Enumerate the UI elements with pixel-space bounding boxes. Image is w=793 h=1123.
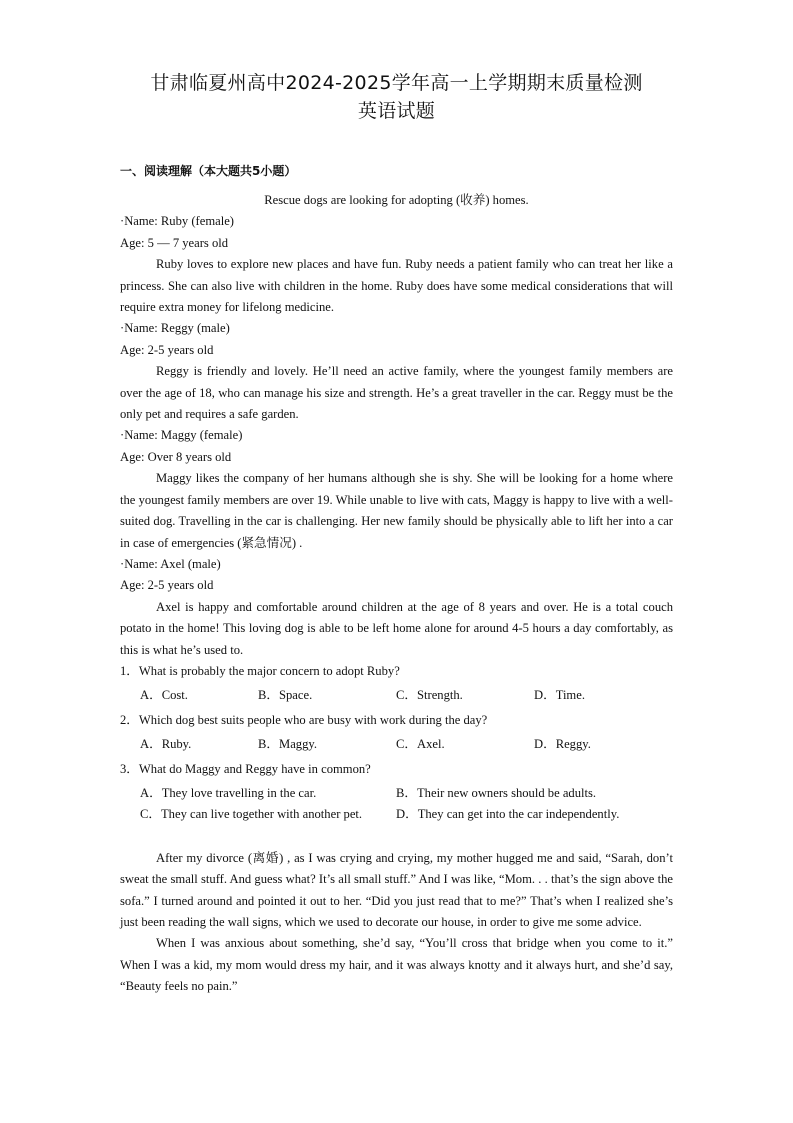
exam-body xyxy=(120,190,673,998)
exam-title: 甘肃临夏州高中2024-2025学年高一上学期期末质量检测 xyxy=(150,72,643,94)
dog-description: Axel is happy and comfortable around children at the age of 8 years and over. He is a total couch potato in the home! This loving dog is able to be left home alone for around 4-5 hours a day comfortably, as this is what he’s used to. xyxy=(120,599,673,657)
dog-age: Age: Over 8 years old xyxy=(120,449,232,464)
dog-description: Maggy likes the company of her humans although she is shy. She will be looking for a home where the youngest family members are over 19. While unable to live with cats, Maggy is happy to live with a well-suited dog. Travelling in the car is challenging. Her new family should be physically able to lift her into a car in case of emergencies (紧急情况) . xyxy=(120,471,673,550)
option: D．They can get into the car independently. xyxy=(396,807,620,822)
option: A．They love travelling in the car. xyxy=(140,785,317,800)
spacer xyxy=(120,826,673,848)
dog-age: Age: 2-5 years old xyxy=(120,342,214,357)
option: A．Ruby. xyxy=(140,737,192,752)
option: B．Space. xyxy=(258,688,313,703)
passage2-paragraph: When I was anxious about something, she’d say, “You’ll cross that bridge when you come to it.” When I was a kid, my mom would dress my hair, and it was always knotty and it always hurt, and she’d say, “Beauty feels no pain.” xyxy=(120,936,673,994)
option: C．They can live together with another pet. xyxy=(140,807,363,822)
dog-name: ·Name: Axel (male) xyxy=(120,556,221,571)
dog-name: ·Name: Ruby (female) xyxy=(120,214,234,229)
dog-description: Reggy is friendly and lovely. He’ll need an active family, where the youngest family members are over the age of 18, who can manage his size and strength. He’s a great traveller in the car. Reggy must be the only pet and requires a safe garden. xyxy=(120,364,673,422)
option: D．Time. xyxy=(534,688,585,703)
dog-name: ·Name: Reggy (male) xyxy=(120,321,230,336)
question-options xyxy=(140,685,673,706)
question-stem: 2．Which dog best suits people who are busy with work during the day? xyxy=(120,712,488,727)
exam-subtitle: 英语试题 xyxy=(357,100,436,122)
option: C．Strength. xyxy=(396,688,463,703)
passage1-intro: Rescue dogs are looking for adopting (收养) homes. xyxy=(264,193,529,207)
dog-age: Age: 5 — 7 years old xyxy=(120,235,229,250)
question-options xyxy=(140,734,673,755)
option: C．Axel. xyxy=(396,737,445,752)
dog-name: ·Name: Maggy (female) xyxy=(120,428,243,443)
option: D．Reggy. xyxy=(534,737,591,752)
question-options xyxy=(140,783,673,826)
dog-age: Age: 2-5 years old xyxy=(120,578,214,593)
option: B．Maggy. xyxy=(258,737,318,752)
option: B．Their new owners should be adults. xyxy=(396,785,597,800)
question-stem: 3．What do Maggy and Reggy have in common? xyxy=(120,761,371,776)
question-stem: 1．What is probably the major concern to adopt Ruby? xyxy=(120,663,400,678)
section-heading: 一、阅读理解（本大题共5小题） xyxy=(120,164,297,178)
passage2-paragraph: After my divorce (离婚) , as I was crying and crying, my mother hugged me and said, “Sarah, don’t sweat the small stuff. And guess what? It’s all small stuff.” And I was like, “Mom. . . that’s the sign above the sofa.” I turned around and pointed it out to her. “Did you just read that to me?” That’s when I realized she’s just been reading the wall signs, which we used to decorate our house, in order to give me some advice. xyxy=(120,850,673,929)
dog-description: Ruby loves to explore new places and have fun. Ruby needs a patient family who can treat her like a princess. She can also live with children in the home. Ruby does have some medical considerations that will require extra money for lifelong medicine. xyxy=(120,257,673,315)
option: A．Cost. xyxy=(140,688,188,703)
